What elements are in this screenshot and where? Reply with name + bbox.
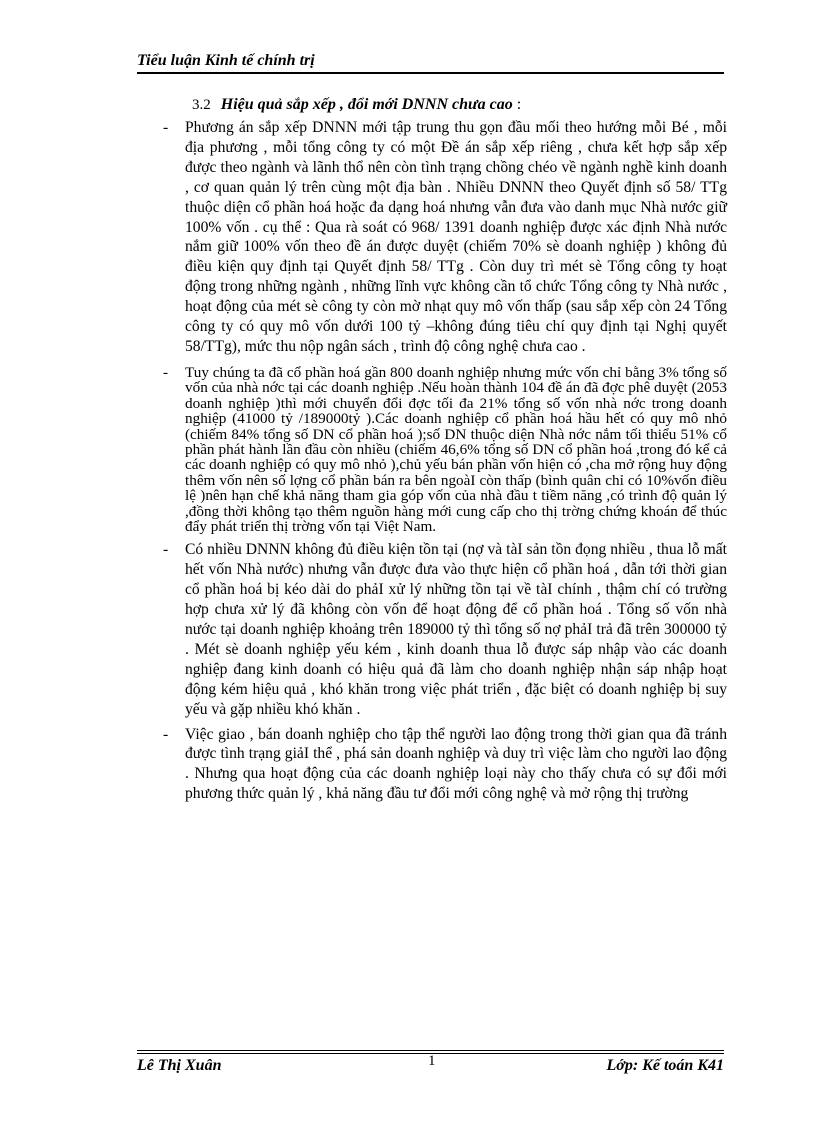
footer-author: Lê Thị Xuân	[137, 1057, 222, 1074]
list-item-text: Có nhiều DNNN không đủ điều kiện tồn tại (nợ và tàI sản tồn đọng nhiều , thua lỗ mất hết vốn Nhà nước) nhưng vẫn được đưa vào thực hiện cổ phần hoá , dẫn tới thời gian cổ phần hoá bị kéo dài do phảI xử lý những tồn tại về tàI chính , thậm chí có trường hợp chưa xử lý đã không còn vốn để hoạt động để cổ phần hoá . Tổng số vốn nhà nước tại doanh nghiệp khoảng trên 189000 tỷ thì tổng số nợ phảI trả đã trên 300000 tỷ . Mét sè doanh nghiệp yếu kém , kinh doanh thua lỗ được sáp nhập vào các doanh nghiệp đang kinh doanh có hiệu quả đã làm cho doanh nghiệp nhận sáp nhập hoạt động kém hiệu quả , khó khăn trong việc phát triển , đặc biệt có doanh nghiệp bị suy yếu và gặp nhiều khó khăn .	[185, 541, 727, 718]
footer-class: Lớp: Kế toán K41	[606, 1057, 724, 1074]
list-marker: -	[163, 725, 169, 743]
header-rule	[137, 72, 724, 74]
list-marker: -	[163, 363, 169, 381]
section-title: Hiệu quả sắp xếp , đổi mới DNNN chưa cao	[220, 96, 513, 113]
list-item	[163, 118, 727, 357]
list-item-text: Tuy chúng ta đã cổ phần hoá gần 800 doanh nghiệp nhưng mức vốn chỉ bằng 3% tổng số vốn của nhà nớc tại các doanh nghiệp .Nếu hoàn thành 104 đề án đã đợc phê duyệt (2053 doanh nghiệp )thì mới chuyển đổi đợc tối đa 21% tổng số vốn nhà nớc trong doanh nghiệp (41000 tỷ /189000tỷ ).Các doanh nghiệp cổ phần hoá hầu hết có quy mô nhỏ (chiếm 84% tổng số DN cổ phần hoá );số DN thuộc diện Nhà nớc nắm tối thiểu 51% cổ phần phát hành lần đầu còn nhiều (chiếm 46,6% tổng số DN cổ phần hoá ,trong đó kể cả các doanh nghiệp có quy mô nhỏ ),chủ yếu bán phần vốn hiện có ,cha mở rộng huy động thêm vốn nên số lợng cổ phần bán ra bên ngoàI còn thấp (bình quân chỉ có 10%vốn điều lệ )nên hạn chế khả năng tham gia góp vốn của nhà đầu t tiềm năng ,có trình độ quản lý ,đồng thời không tạo thêm nguồn hàng mới cung cấp cho thị trờng chứng khoán để thúc đẩy phát triển thị trờng vốn tại Việt Nam.	[185, 363, 727, 535]
section-suffix: :	[516, 96, 522, 113]
running-header: Tiểu luận Kinh tế chính trị	[137, 52, 315, 69]
section-heading	[192, 96, 521, 114]
page-number: 1	[428, 1053, 436, 1069]
list-item	[163, 365, 727, 534]
list-item-text: Việc giao , bán doanh nghiệp cho tập thể người lao động trong thời gian qua đã tránh được tình trạng giảI thể , phá sản doanh nghiệp và duy trì việc làm cho người lao động . Nhưng qua hoạt động của các doanh nghiệp loại này cho thấy chưa có sự đổi mới phương thức quản lý , khả năng đầu tư đổi mới công nghệ và mở rộng thị trường	[185, 725, 727, 803]
section-number: 3.2	[192, 97, 211, 113]
list-item	[163, 540, 727, 719]
list-item-text: Phương án sắp xếp DNNN mới tập trung thu gọn đầu mối theo hướng mỗi Bé , mỗi địa phương , mỗi tổng công ty có một Đề án sắp xếp riêng , chưa kết hợp sắp xếp được theo ngành và lãnh thổ nên còn tình trạng chồng chéo về ngành nghề kinh doanh , cơ quan quản lý trên cùng một địa bàn . Nhiều DNNN theo Quyết định số 58/ TTg thuộc diện cổ phần hoá hoặc đa dạng hoá nhưng vẫn đưa vào danh mục Nhà nước giữ 100% vốn . cụ thể : Qua rà soát có 968/ 1391 doanh nghiệp được xác định Nhà nước nắm giữ 100% vốn theo đề án được duyệt (chiếm 70% sè doanh nghiệp ) không đủ điều kiện quy định tại Quyết định 58/ TTg . Còn duy trì mét sè Tổng công ty hoạt động trong những ngành , những lĩnh vực không cần tổ chức Tổng công ty Nhà nước , hoạt động của mét sè công ty còn mờ nhạt quy mô vốn thấp (sau sắp xếp còn 24 Tổng công ty có quy mô vốn dưới 100 tỷ –không đúng tiêu chí quy định tại Nghị quyết 58/TTg), mức thu nộp ngân sách , trình độ công nghệ chưa cao .	[185, 119, 727, 355]
list-marker: -	[163, 119, 169, 136]
list-marker: -	[163, 541, 169, 559]
footer-rule	[137, 1050, 724, 1051]
body-content	[163, 118, 727, 809]
list-item	[163, 725, 727, 805]
